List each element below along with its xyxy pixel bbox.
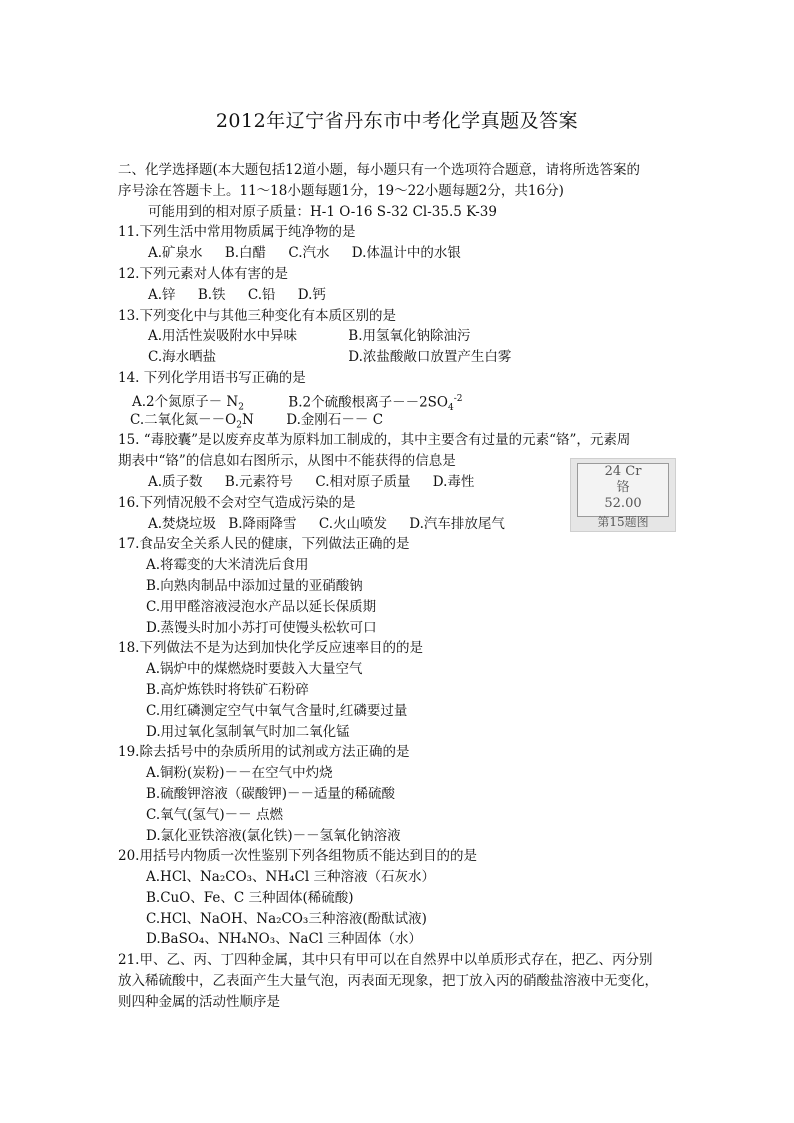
q11-option-a: A.矿泉水 [148, 245, 203, 262]
q15-option-a: A.质子数 [148, 473, 203, 490]
q20-option-b: B.CuO、Fe、C 三种固体(稀硫酸) [146, 889, 354, 906]
q17-stem: 17.食品安全关系人民的健康，下列做法正确的是 [118, 536, 410, 553]
q14-stem: 14. 下列化学用语书写正确的是 [118, 369, 306, 386]
q16-option-d: D.汽车排放尾气 [409, 515, 505, 532]
q14-option-b-sub: 4 [448, 402, 454, 413]
q11-stem: 11.下列生活中常用物质属于纯净物的是 [118, 224, 356, 241]
q14-option-a-sub: 2 [238, 402, 244, 413]
q16-stem: 16.下列情况般不会对空气造成污染的是 [118, 494, 356, 511]
q14-option-c-sub: 2 [236, 420, 242, 431]
q19-stem: 19.除去括号中的杂质所用的试剂或方法正确的是 [118, 744, 410, 761]
q14-option-c-tail: N [241, 411, 254, 428]
q17-option-b: B.向熟肉制品中添加过量的亚硝酸钠 [146, 577, 363, 594]
q13-option-b: B.用氢氧化钠除油污 [348, 328, 471, 345]
element-cell [577, 463, 669, 517]
q18-option-d: D.用过氧化氢制氧气时加二氧化锰 [146, 723, 350, 740]
q11-option-c: C.汽水 [288, 245, 330, 262]
q16-option-c: C.火山喷发 [318, 515, 387, 532]
element-name: 铬 [616, 480, 630, 495]
element-mass: 52.00 [604, 496, 642, 511]
q12-stem: 12.下列元素对人体有害的是 [118, 265, 288, 282]
q19-option-a: A.铜粉(炭粉)－－在空气中灼烧 [146, 765, 333, 782]
q20-option-a: A.HCl、Na₂CO₃、NH₄Cl 三种溶液（石灰水） [146, 869, 435, 886]
q13-stem: 13.下列变化中与其他三种变化有本质区别的是 [118, 307, 396, 324]
q16-option-b: B.降雨降雪 [228, 515, 297, 532]
q20-stem: 20.用括号内物质一次性鉴别下列各组物质不能达到目的的是 [118, 848, 477, 865]
q13-options-row2 [118, 347, 678, 368]
q15-element-figure [570, 458, 676, 532]
q19-option-b: B.硫酸钾溶液（碳酸钾)－－适量的稀硫酸 [146, 785, 395, 802]
atomic-masses: 可能用到的相对原子质量：H-1 O-16 S-32 Cl-35.5 K-39 [148, 203, 497, 220]
q12-option-c: C.铅 [247, 286, 276, 303]
q18-stem: 18.下列做法不是为达到加快化学反应速率目的的是 [118, 640, 423, 657]
q15-option-c: C.相对原子质量 [315, 473, 411, 490]
q12-options [118, 285, 678, 306]
section-header-cont: 序号涂在答题卡上。11～18小题每题1分，19～22小题每题2分，共16分) [118, 182, 564, 199]
q21-stem-line1: 21.甲、乙、丙、丁四种金属，其中只有甲可以在自然界中以单质形式存在，把乙、丙分别 [118, 952, 653, 969]
q14-option-a-text: A.2个氮原子－ N [132, 394, 239, 411]
q14-option-d: D.金刚石－－ C [286, 411, 384, 428]
q15-option-b: B.元素符号 [224, 473, 294, 490]
q12-option-a: A.锌 [148, 286, 176, 303]
q14-option-b-text: B.2个硫酸根离子－－2SO [288, 394, 449, 411]
q16-option-a: A.焚烧垃圾 [148, 515, 217, 532]
q11-option-b: B.白醋 [224, 245, 267, 262]
q21-stem-line2: 放入稀硫酸中，乙表面产生大量气泡，丙表面无现象，把丁放入丙的硝酸盐溶液中无变化， [118, 973, 658, 990]
q19-option-d: D.氯化亚铁溶液(氯化铁)－－氢氧化钠溶液 [146, 827, 401, 844]
q15-option-d: D.毒性 [432, 473, 475, 490]
q14-options-row1 [118, 389, 678, 413]
q15-stem: 15. “毒胶囊”是以废弃皮革为原料加工制成的，其中主要含有过量的元素“铬”，元素周 [118, 432, 631, 449]
q13-option-c: C.海水晒盐 [148, 349, 217, 366]
section-header: 二、化学选择题(本大题包括12道小题，每小题只有一个选项符合题意，请将所选答案的 [118, 162, 640, 178]
q20-option-c: C.HCl、NaOH、Na₂CO₃三种溶液(酚酞试液) [146, 910, 427, 927]
q18-option-b: B.高炉炼铁时将铁矿石粉碎 [146, 681, 309, 698]
q13-options-row1 [118, 326, 678, 347]
q12-option-d: D.钙 [297, 286, 326, 303]
q17-option-d: D.蒸馒头时加小苏打可使馒头松软可口 [146, 619, 377, 636]
question-list [118, 160, 678, 1013]
q14-option-c-text: C.二氧化氮－－O [130, 411, 237, 428]
q18-option-c: C.用红磷测定空气中氧气含量时,红磷要过量 [146, 702, 408, 719]
q18-option-a: A.锅炉中的煤燃烧时要鼓入大量空气 [146, 661, 363, 678]
q19-option-c: C.氧气(氢气)－－ 点燃 [146, 806, 283, 823]
q14-option-b-sup: -2 [453, 393, 463, 404]
q21-stem-line3: 则四种金属的活动性顺序是 [118, 993, 280, 1010]
figure-caption: 第15题图 [597, 515, 649, 529]
page-title: 2012年辽宁省丹东市中考化学真题及答案 [215, 110, 579, 132]
q12-option-b: B.铁 [197, 286, 226, 303]
q20-option-d: D.BaSO₄、NH₄NO₃、NaCl 三种固体（水） [146, 931, 422, 948]
q11-options [118, 243, 678, 264]
q13-option-a: A.用活性炭吸附水中异味 [148, 328, 298, 345]
q17-option-c: C.用甲醛溶液浸泡水产品以延长保质期 [146, 598, 377, 615]
q13-option-d: D.浓盐酸敞口放置产生白雾 [348, 349, 512, 366]
element-number-symbol: 24 Cr [604, 464, 642, 479]
q11-option-d: D.体温计中的水银 [351, 245, 461, 262]
q15-stem-cont: 期表中“铬”的信息如右图所示，从图中不能获得的信息是 [118, 453, 456, 470]
q17-option-a: A.将霉变的大米清洗后食用 [146, 557, 309, 574]
